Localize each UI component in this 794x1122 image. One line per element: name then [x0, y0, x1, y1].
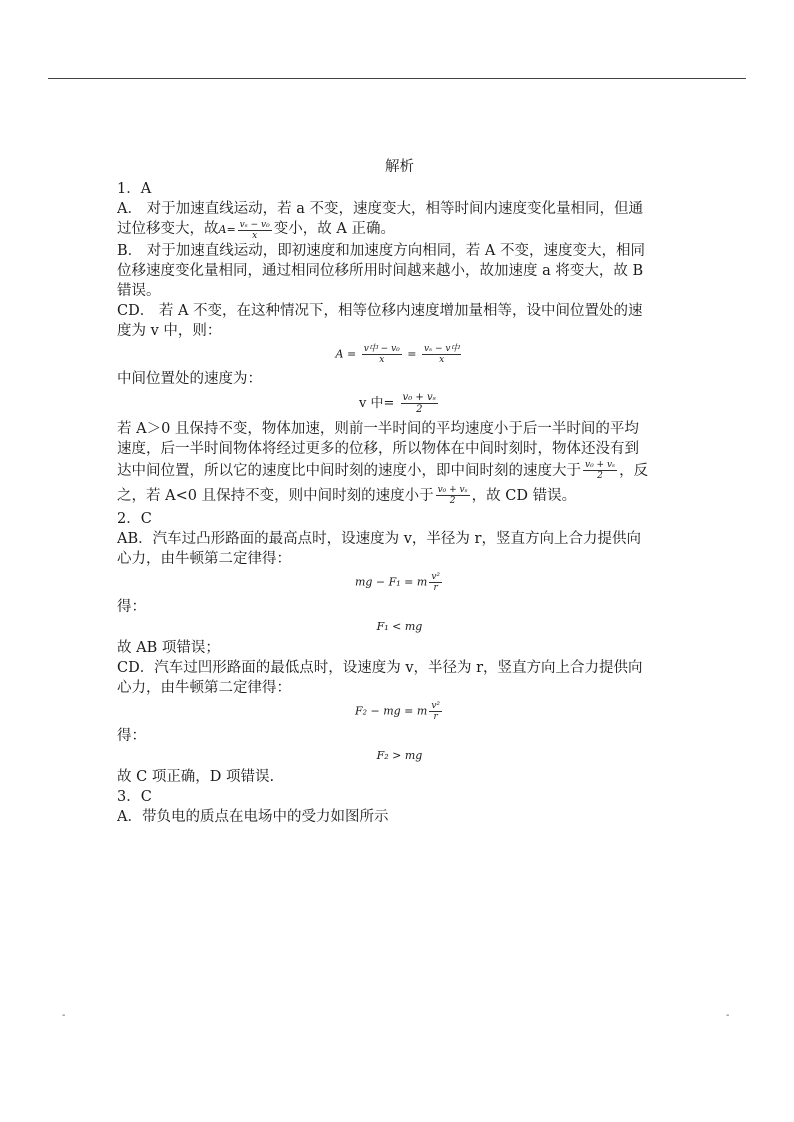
- q2-equation-2: [117, 701, 682, 722]
- q2-get-1: 得：: [117, 598, 146, 615]
- q2-result-2: F₂ > mg: [376, 748, 423, 762]
- fraction-numerator: vₛ − v₀: [239, 219, 270, 230]
- q1-a-formula-fraction: [238, 220, 272, 241]
- q1-p-line2: 速度，后一半时间物体将经过更多的位移，所以物体在中间时刻时，物体还没有到: [117, 440, 639, 457]
- solution-content: [117, 157, 682, 827]
- eq-fraction: [429, 572, 442, 593]
- eq-lhs: F₂ − mg = m: [354, 704, 428, 717]
- q2-ab-conclusion: 故 AB 项错误；: [117, 639, 220, 656]
- q1-a-line1: A． 对于加速直线运动，若 a 不变，速度变大，相等时间内速度变化量相同，但通: [117, 201, 643, 217]
- q1-equation-acceleration: [117, 344, 682, 365]
- q1-cd-line2: 度为 v 中，则：: [117, 322, 222, 339]
- q2-ab-line2: 心力，由牛顿第二定律得：: [117, 550, 291, 567]
- q1-heading: 1．A: [117, 181, 152, 197]
- q1-b-line3: 错误。: [117, 282, 161, 299]
- eq-fraction-2: [422, 344, 461, 365]
- eq-equals: =: [407, 347, 417, 360]
- q2-ab-line1: AB．汽车过凸形路面的最高点时，设速度为 v，半径为 r，竖直方向上合力提供向: [117, 530, 641, 547]
- q2-cd-line2: 心力，由牛顿第二定律得：: [117, 679, 291, 696]
- header-rule: [48, 78, 746, 79]
- q1-a-formula-lhs: A=: [218, 223, 236, 236]
- footer-mark-left: -: [62, 1010, 66, 1021]
- fraction-denominator: x: [252, 230, 258, 241]
- fraction-denominator: 2: [416, 403, 423, 415]
- eq-lhs: mg − F₁ = m: [354, 575, 428, 588]
- eq-fraction: [401, 392, 438, 415]
- q1-p-line3-post: ，反: [619, 462, 649, 479]
- fraction-denominator: 2: [597, 471, 603, 481]
- q2-get-2: 得：: [117, 727, 146, 744]
- eq-lhs: A =: [335, 347, 357, 360]
- page-title: 解析: [385, 159, 414, 175]
- q1-equation-mid-velocity: [117, 392, 682, 415]
- q1-a-line2-pre: 过位移变大，故: [117, 221, 219, 237]
- fraction-numerator: v中 − v₀: [363, 343, 400, 354]
- q3-a-line1: A．带负电的质点在电场中的受力如图所示: [117, 808, 389, 825]
- fraction-denominator: r: [433, 711, 438, 722]
- fraction-numerator: v²: [431, 700, 441, 711]
- fraction-numerator: v₀ + vₛ: [585, 460, 616, 470]
- q1-p-line1: 若 A＞0 且保持不变，物体加速，则前一半时间的平均速度小于后一半时间的平均: [117, 420, 639, 437]
- footer-mark-right: -: [726, 1010, 730, 1021]
- fraction-numerator: v₀ + vₛ: [437, 485, 468, 495]
- q1-b-line1: B． 对于加速直线运动，即初速度和加速度方向相同，若 A 不变，速度变大，相同: [117, 242, 645, 259]
- q1-a-line2: [117, 219, 682, 241]
- q3-heading: 3．C: [117, 788, 152, 805]
- q1-p-line3-pre: 达中间位置，所以它的速度比中间时刻的速度小，即中间时刻的速度大于: [117, 462, 581, 479]
- q1-cd-line1: CD． 若 A 不变，在这种情况下，相等位移内速度增加量相等，设中间位置处的速: [117, 302, 643, 319]
- eq-fraction-1: [362, 344, 402, 365]
- q1-p-line4: [117, 483, 682, 509]
- q1-a-formula: [218, 219, 274, 241]
- q2-heading: 2．C: [117, 510, 152, 527]
- fraction-numerator: v₀ + vₛ: [402, 391, 436, 403]
- q1-p-line4-post: ，故 CD 错误。: [471, 487, 577, 504]
- q1-p-line3: [117, 459, 682, 483]
- inline-fraction: [436, 485, 470, 506]
- fraction-numerator: vₛ − v中: [423, 343, 460, 354]
- fraction-numerator: v²: [431, 571, 441, 582]
- q2-result-1: F₁ < mg: [376, 619, 423, 633]
- q1-p-line4-pre: 之，若 A<0 且保持不变，则中间时刻的速度小于: [117, 487, 434, 504]
- q1-mid-label: 中间位置处的速度为：: [117, 370, 262, 387]
- eq-fraction: [429, 701, 442, 722]
- fraction-denominator: x: [379, 354, 385, 365]
- fraction-denominator: r: [433, 582, 438, 593]
- q2-cd-conclusion: 故 C 项正确，D 项错误.: [117, 768, 275, 785]
- q1-b-line2: 位移速度变化量相同，通过相同位移所用时间越来越小，故加速度 a 将变大，故 B: [117, 262, 644, 279]
- inline-fraction: [583, 460, 617, 481]
- fraction-denominator: x: [439, 354, 445, 365]
- q1-a-line2-post: 变小，故 A 正确。: [273, 221, 395, 237]
- eq-lhs: v 中=: [359, 395, 395, 411]
- fraction-denominator: 2: [449, 496, 456, 506]
- q2-cd-line1: CD．汽车过凹形路面的最低点时，设速度为 v，半径为 r，竖直方向上合力提供向: [117, 659, 643, 676]
- q2-equation-1: [117, 572, 682, 593]
